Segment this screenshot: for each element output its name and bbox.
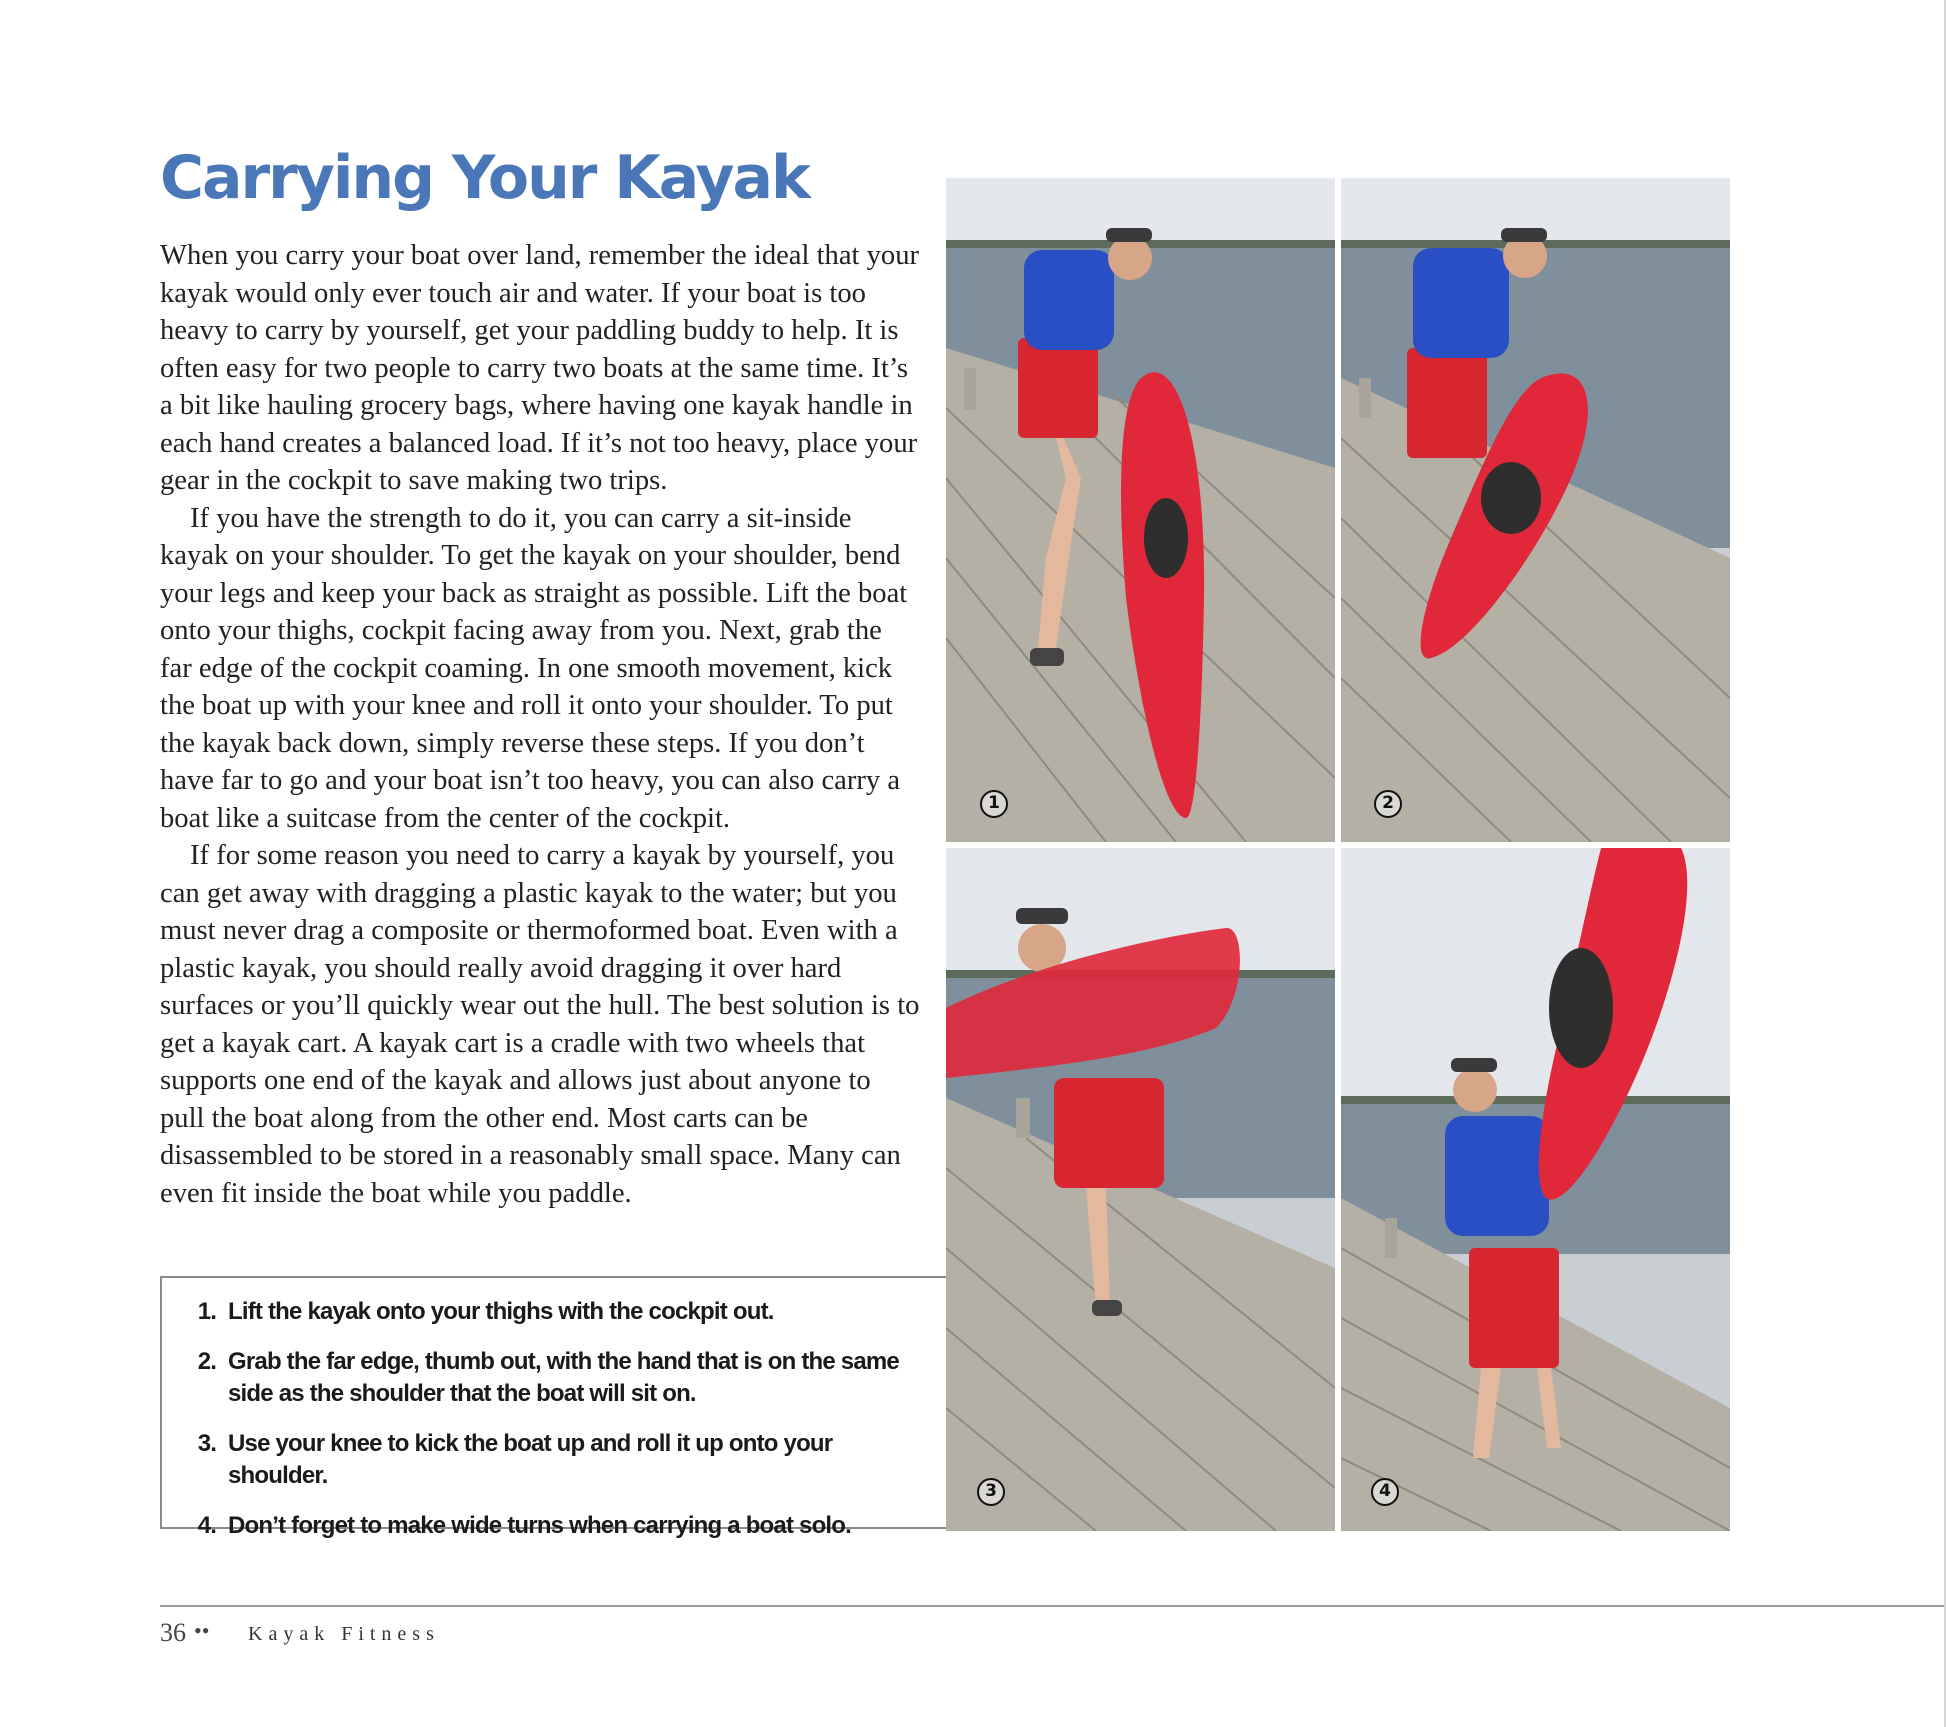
book-title: Kayak Fitness xyxy=(248,1623,440,1645)
article-body xyxy=(160,237,920,1212)
paragraph: When you carry your boat over land, remember the ideal that your kayak would only ever touch air and water. If your boat is too heavy to carry by yourself, get your paddling buddy to help. It is often easy for two people to carry two boats at the same time. It’s a bit like hauling grocery bags, where having one kayak handle in each hand creates a balanced load. If it’s not too heavy, place your gear in the cockpit to save making two trips. xyxy=(160,240,920,496)
steps-list xyxy=(162,1278,946,1542)
paragraph: If for some reason you need to carry a kayak by yourself, you can get away with dragging a plastic kayak to the water; but you must never drag a composite or thermoformed boat. Even with a plastic kayak, you should really avoid dragging it over hard surfaces or you’ll quickly wear out the hull. The best solution is to get a kayak cart. A kayak cart is a cradle with two wheels that supports one end of the kayak and allows just about anyone to pull the boat along from the other end. Most carts can be disassembled to be stored in a reasonably small space. Many can even fit inside the boat while you paddle. xyxy=(160,840,920,1209)
step-item: 4. Don’t forget to make wide turns when carrying a boat solo. xyxy=(222,1510,926,1542)
footer-dots: •• xyxy=(194,1618,210,1643)
photo-step-2 xyxy=(1341,178,1730,842)
photo-step-3-illustration xyxy=(946,848,1335,1531)
photo-step-4-illustration xyxy=(1341,848,1730,1531)
photo-step-4 xyxy=(1341,848,1730,1531)
photo-step-2-illustration xyxy=(1341,178,1730,842)
steps-box xyxy=(160,1276,946,1539)
page-title: Carrying Your Kayak xyxy=(160,143,809,213)
photo-step-1 xyxy=(946,178,1335,842)
step-number-badge: 3 xyxy=(977,1478,1005,1506)
photo-step-3 xyxy=(946,848,1335,1531)
step-number-badge: 4 xyxy=(1371,1478,1399,1506)
step-item: 1. Lift the kayak onto your thighs with the cockpit out. xyxy=(222,1296,926,1328)
photo-step-1-illustration xyxy=(946,178,1335,842)
footer-rule xyxy=(160,1605,1946,1607)
page-number: 36 xyxy=(160,1618,186,1647)
step-item: 2. Grab the far edge, thumb out, with the hand that is on the same side as the shoulder that the boat will sit on. xyxy=(222,1346,926,1410)
step-item: 3. Use your knee to kick the boat up and roll it up onto your shoulder. xyxy=(222,1428,926,1492)
step-number-badge: 1 xyxy=(980,790,1008,818)
step-number-badge: 2 xyxy=(1374,790,1402,818)
paragraph: If you have the strength to do it, you can carry a sit-inside kayak on your shoulder. To get the kayak on your shoulder, bend your legs and keep your back as straight as possible. Lift the boat onto your thighs, cockpit facing away from you. Next, grab the far edge of the cockpit coaming. In one smooth movement, kick the boat up with your knee and roll it onto your shoulder. To put the kayak back down, simply reverse these steps. If you don’t have far to go and your boat isn’t too heavy, you can also carry a boat like a suitcase from the center of the cockpit. xyxy=(160,502,908,834)
